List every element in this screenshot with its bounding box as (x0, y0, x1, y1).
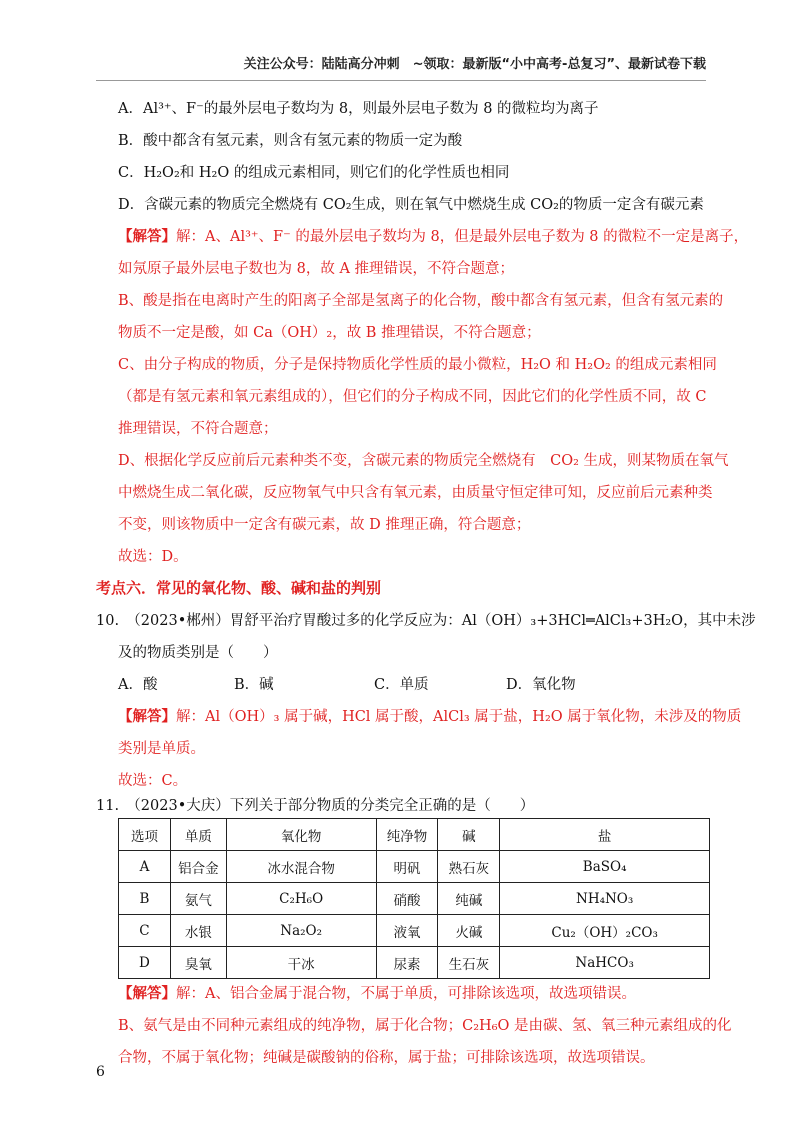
q9-answer-line: （都是有氢元素和氧元素组成的），但它们的分子构成不同，因此它们的化学性质不同，故 C (118, 389, 707, 405)
q11-answer-text: 解：A、铝合金属于混合物，不属于单质，可排除该选项，故选项错误。 (176, 986, 636, 1002)
table-cell: 火碱 (438, 915, 500, 947)
table-header: 盐 (500, 819, 710, 851)
q10-option-d: D．氧化物 (506, 677, 576, 693)
table-cell: NaHCO₃ (500, 947, 710, 979)
table-row (119, 947, 710, 979)
table-header: 选项 (119, 819, 171, 851)
table-row (119, 883, 710, 915)
table-cell: C₂H₆O (226, 883, 376, 915)
table-cell: 液氧 (376, 915, 438, 947)
answer-tag: 【解答】 (118, 228, 176, 245)
q10-stem-cont: 及的物质类别是（ ） (118, 645, 278, 661)
table-cell: B (119, 883, 171, 915)
page-number: 6 (96, 1064, 105, 1080)
q10-stem: 10. （2023•郴州）胃舒平治疗胃酸过多的化学反应为：Al（OH）₃+3HCl═AlCl₃+3H₂O，其中未涉 (96, 613, 756, 629)
q11-stem: 11. （2023•大庆）下列关于部分物质的分类完全正确的是（ ） (96, 798, 535, 814)
table-cell: 冰水混合物 (226, 851, 376, 883)
table-row (119, 851, 710, 883)
q9-option-c: C．H₂O₂和 H₂O 的组成元素相同，则它们的化学性质也相同 (118, 165, 510, 181)
table-cell: NH₄NO₃ (500, 883, 710, 915)
q10-option-c: C．单质 (374, 677, 429, 693)
table-cell: 明矾 (376, 851, 438, 883)
table-cell: 干冰 (226, 947, 376, 979)
q9-answer-line: 不变，则该物质中一定含有碳元素，故 D 推理正确，符合题意； (118, 517, 531, 533)
table-row (119, 915, 710, 947)
classification-table (118, 818, 710, 979)
q10-option-b: B．碱 (234, 677, 274, 693)
q9-option-b: B．酸中都含有氢元素，则含有氢元素的物质一定为酸 (118, 133, 463, 149)
table-cell: 臭氧 (170, 947, 226, 979)
q9-answer-line: 中燃烧生成二氧化碳，反应物氧气中只含有氧元素，由质量守恒定律可知，反应前后元素种类 (118, 485, 713, 501)
answer-tag: 【解答】 (118, 708, 176, 725)
page-header: 关注公众号：陆陆高分冲刺 ~领取：最新版“小中高考-总复习”、最新试卷下载 (243, 57, 706, 72)
q11-answer-line: 合物，不属于氧化物；纯碱是碳酸钠的俗称，属于盐；可排除该选项，故选项错误。 (118, 1050, 655, 1066)
q9-option-a: A．Al³⁺、F⁻的最外层电子数均为 8，则最外层电子数为 8 的微粒均为离子 (118, 101, 599, 117)
q9-option-d: D．含碳元素的物质完全燃烧有 CO₂生成，则在氧气中燃烧生成 CO₂的物质一定含有碳元素 (118, 197, 704, 213)
section-heading: 考点六．常见的氧化物、酸、碱和盐的判别 (96, 579, 382, 597)
q10-answer-line (118, 705, 741, 726)
q9-answer-line: C、由分子构成的物质，分子是保持物质化学性质的最小微粒，H₂O 和 H₂O₂ 的组成元素相同 (118, 357, 717, 373)
table-cell: D (119, 947, 171, 979)
table-cell: BaSO₄ (500, 851, 710, 883)
table-cell: 熟石灰 (438, 851, 500, 883)
table-header: 单质 (170, 819, 226, 851)
q9-answer-line: 物质不一定是酸，如 Ca（OH）₂，故 B 推理错误，不符合题意； (118, 325, 541, 341)
q9-answer-text: 解：A、Al³⁺、F⁻ 的最外层电子数均为 8，但是最外层电子数为 8 的微粒不一定是离子， (176, 229, 749, 245)
table-cell: 纯碱 (438, 883, 500, 915)
table-cell: 铝合金 (170, 851, 226, 883)
table-header-row (119, 819, 710, 851)
q10-options (118, 673, 576, 694)
table-cell: 氨气 (170, 883, 226, 915)
table-cell: 尿素 (376, 947, 438, 979)
table-header: 纯净物 (376, 819, 438, 851)
q9-answer-line (118, 225, 748, 246)
q11-answer-line (118, 982, 636, 1003)
q10-conclusion: 故选：C。 (118, 773, 188, 789)
table-cell: 水银 (170, 915, 226, 947)
answer-tag: 【解答】 (118, 985, 176, 1002)
q10-option-a: A．酸 (118, 677, 158, 693)
table-cell: A (119, 851, 171, 883)
q9-conclusion: 故选：D。 (118, 549, 188, 565)
table-header: 碱 (438, 819, 500, 851)
q9-answer-line: 推理错误，不符合题意； (118, 421, 278, 437)
q10-answer-line: 类别是单质。 (118, 741, 205, 757)
table-header: 氧化物 (226, 819, 376, 851)
table-cell: C (119, 915, 171, 947)
header-divider (96, 80, 706, 81)
table-cell: Cu₂（OH）₂CO₃ (500, 915, 710, 947)
table-cell: Na₂O₂ (226, 915, 376, 947)
table-cell: 硝酸 (376, 883, 438, 915)
q9-answer-line: B、酸是指在电离时产生的阳离子全部是氢离子的化合物，酸中都含有氢元素，但含有氢元素的 (118, 293, 724, 309)
q11-answer-line: B、氨气是由不同种元素组成的纯净物，属于化合物；C₂H₆O 是由碳、氢、氧三种元素组成的化 (118, 1018, 732, 1034)
table-cell: 生石灰 (438, 947, 500, 979)
q9-answer-line: D、根据化学反应前后元素种类不变，含碳元素的物质完全燃烧有 CO₂ 生成，则某物质在氧气 (118, 453, 729, 469)
q10-answer-text: 解：Al（OH）₃ 属于碱，HCl 属于酸，AlCl₃ 属于盐，H₂O 属于氧化物，未涉及的物质 (176, 709, 742, 725)
q9-answer-line: 如氖原子最外层电子数也为 8，故 A 推理错误，不符合题意； (118, 261, 515, 277)
